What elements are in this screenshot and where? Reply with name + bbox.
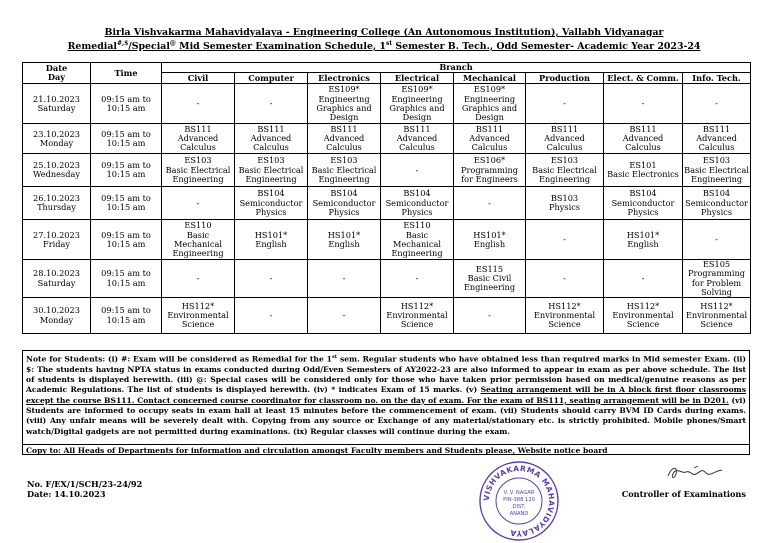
course-cell: ES109* Engineering Graphics and Design	[308, 84, 381, 124]
exam-schedule-table	[22, 62, 751, 334]
course-cell: HS112* Environmental Science	[683, 298, 751, 334]
course-cell: -	[683, 220, 751, 260]
course-cell: -	[308, 298, 381, 334]
branch-column-header: Electronics	[308, 73, 381, 84]
date-cell: 26.10.2023 Thursday	[23, 187, 91, 220]
course-cell: ES109* Engineering Graphics and Design	[454, 84, 526, 124]
course-cell: HS101* English	[235, 220, 308, 260]
course-cell: BS111 Advanced Calculus	[604, 124, 683, 154]
schedule-row	[23, 298, 751, 334]
course-cell: BS104 Semiconductor Physics	[683, 187, 751, 220]
course-cell: ES103 Basic Electrical Engineering	[526, 154, 604, 187]
issue-date: Date: 14.10.2023	[27, 489, 106, 499]
svg-text:DIST.: DIST.	[512, 504, 526, 510]
date-cell: 21.10.2023 Saturday	[23, 84, 91, 124]
course-cell: BS111 Advanced Calculus	[162, 124, 235, 154]
course-cell: HS101* English	[454, 220, 526, 260]
course-cell: ES103 Basic Electrical Engineering	[683, 154, 751, 187]
course-cell: ES110 Basic Mechanical Engineering	[162, 220, 235, 260]
time-cell: 09:15 am to 10:15 am	[91, 154, 162, 187]
notes-box	[22, 350, 750, 455]
student-notes: Note for Students: (i) #: Exam will be considered as Remedial for the 1st sem. Regular students who have obtained less than required marks in Mid semester Exam. (ii) $: The students having NPTA status in exams conducted during Odd/Even Semesters of AY2022-23 are also informed to appear in exam as per above schedule. The list of students is displayed herewith. (iii) @: Special cases will be considered only for those who have taken prior permission based on medical/genuine reasons as per Academic Regulations. The list of students is displayed herewith. (iv) * indicates Exam of 15 marks. (v) Seating arrangement will be in A block first floor classrooms except the course BS111. Contact concerned course coordinator for classroom no. on the day of exam. For the exam of BS111, seating arrangement will be in D201. (vi) Students are informed to occupy seats in exam hall at least 15 minutes before the commencement of exam. (vii) Students should carry BVM ID Cards during exams. (viii) Any unfair means will be severely dealt with. Copying from any source or Exchange of any material/stationary etc. is strictly prohibited. Mobile phones/Smart watch/Digital gadgets are not permitted during examinations. (ix) Regular classes will continue during the exam.	[23, 351, 749, 445]
course-cell: -	[235, 298, 308, 334]
course-cell: ES103 Basic Electrical Engineering	[235, 154, 308, 187]
course-cell: HS112* Environmental Science	[604, 298, 683, 334]
controller-of-examinations: Controller of Examinations	[621, 489, 746, 499]
course-cell: -	[235, 84, 308, 124]
course-cell: -	[381, 260, 454, 298]
time-cell: 09:15 am to 10:15 am	[91, 84, 162, 124]
time-cell: 09:15 am to 10:15 am	[91, 260, 162, 298]
course-cell: -	[526, 260, 604, 298]
svg-text:V. V. NAGAR: V. V. NAGAR	[503, 490, 535, 496]
time-header: Time	[91, 63, 162, 84]
schedule-row	[23, 84, 751, 124]
svg-text:ANAND: ANAND	[509, 511, 529, 517]
course-cell: -	[604, 260, 683, 298]
schedule-row	[23, 260, 751, 298]
branch-column-header: Civil	[162, 73, 235, 84]
svg-text:PIN-388 120: PIN-388 120	[503, 497, 535, 503]
branch-column-header: Info. Tech.	[683, 73, 751, 84]
time-cell: 09:15 am to 10:15 am	[91, 220, 162, 260]
course-cell: BS104 Semiconductor Physics	[235, 187, 308, 220]
course-cell: BS111 Advanced Calculus	[381, 124, 454, 154]
course-cell: ES101 Basic Electronics	[604, 154, 683, 187]
course-cell: -	[454, 298, 526, 334]
course-cell: BS111 Advanced Calculus	[308, 124, 381, 154]
course-cell: BS111 Advanced Calculus	[683, 124, 751, 154]
course-cell: BS103 Physics	[526, 187, 604, 220]
date-cell: 23.10.2023 Monday	[23, 124, 91, 154]
time-cell: 09:15 am to 10:15 am	[91, 124, 162, 154]
course-cell: -	[381, 154, 454, 187]
course-cell: BS104 Semiconductor Physics	[308, 187, 381, 220]
date-cell: 28.10.2023 Saturday	[23, 260, 91, 298]
reference-number: No. F/EX/1/SCH/23-24/92	[27, 479, 143, 489]
course-cell: HS112* Environmental Science	[381, 298, 454, 334]
institution-title: Birla Vishvakarma Mahavidyalaya - Engineering College (An Autonomous Institution), Vallabh Vidyanagar	[104, 27, 664, 38]
branch-column-header: Computer	[235, 73, 308, 84]
college-seal	[478, 460, 560, 542]
course-cell: HS101* English	[604, 220, 683, 260]
course-cell: ES109* Engineering Graphics and Design	[381, 84, 454, 124]
schedule-row	[23, 154, 751, 187]
course-cell: -	[604, 84, 683, 124]
date-cell: 25.10.2023 Wednesday	[23, 154, 91, 187]
branch-column-header: Mechanical	[454, 73, 526, 84]
branch-column-header: Production	[526, 73, 604, 84]
copy-to-line: Copy to: All Heads of Departments for information and circulation amongst Faculty members and Students please, Website notice board	[26, 446, 608, 455]
date-day-header: Date Day	[23, 63, 91, 84]
controller-signature	[664, 462, 726, 484]
schedule-row	[23, 220, 751, 260]
course-cell: ES106* Programming for Engineers	[454, 154, 526, 187]
course-cell: -	[308, 260, 381, 298]
course-cell: ES115 Basic Civil Engineering	[454, 260, 526, 298]
branch-column-header: Elect. & Comm.	[604, 73, 683, 84]
course-cell: ES110 Basic Mechanical Engineering	[381, 220, 454, 260]
branch-column-header: Electrical	[381, 73, 454, 84]
course-cell: -	[162, 84, 235, 124]
course-cell: BS111 Advanced Calculus	[454, 124, 526, 154]
course-cell: -	[526, 84, 604, 124]
course-cell: BS104 Semiconductor Physics	[381, 187, 454, 220]
course-cell: -	[454, 187, 526, 220]
schedule-title: Remedial#,$/Special@ Mid Semester Examination Schedule, 1st Semester B. Tech., Odd Semester- Academic Year 2023-24	[67, 40, 701, 53]
date-cell: 30.10.2023 Monday	[23, 298, 91, 334]
course-cell: -	[683, 84, 751, 124]
course-cell: HS112* Environmental Science	[526, 298, 604, 334]
course-cell: BS111 Advanced Calculus	[235, 124, 308, 154]
course-cell: ES103 Basic Electrical Engineering	[308, 154, 381, 187]
course-cell: -	[526, 220, 604, 260]
svg-text:VISHVAKARMA MAHAVIDYALAYA: VISHVAKARMA MAHAVIDYALAYA	[481, 463, 557, 539]
course-cell: BS111 Advanced Calculus	[526, 124, 604, 154]
date-cell: 27.10.2023 Friday	[23, 220, 91, 260]
course-cell: ES103 Basic Electrical Engineering	[162, 154, 235, 187]
time-cell: 09:15 am to 10:15 am	[91, 187, 162, 220]
course-cell: HS112* Environmental Science	[162, 298, 235, 334]
schedule-row	[23, 187, 751, 220]
course-cell: -	[162, 187, 235, 220]
course-cell: BS104 Semiconductor Physics	[604, 187, 683, 220]
course-cell: ES105 Programming for Problem Solving	[683, 260, 751, 298]
time-cell: 09:15 am to 10:15 am	[91, 298, 162, 334]
course-cell: -	[235, 260, 308, 298]
course-cell: -	[162, 260, 235, 298]
course-cell: HS101* English	[308, 220, 381, 260]
branch-header: Branch	[162, 63, 751, 73]
schedule-row	[23, 124, 751, 154]
